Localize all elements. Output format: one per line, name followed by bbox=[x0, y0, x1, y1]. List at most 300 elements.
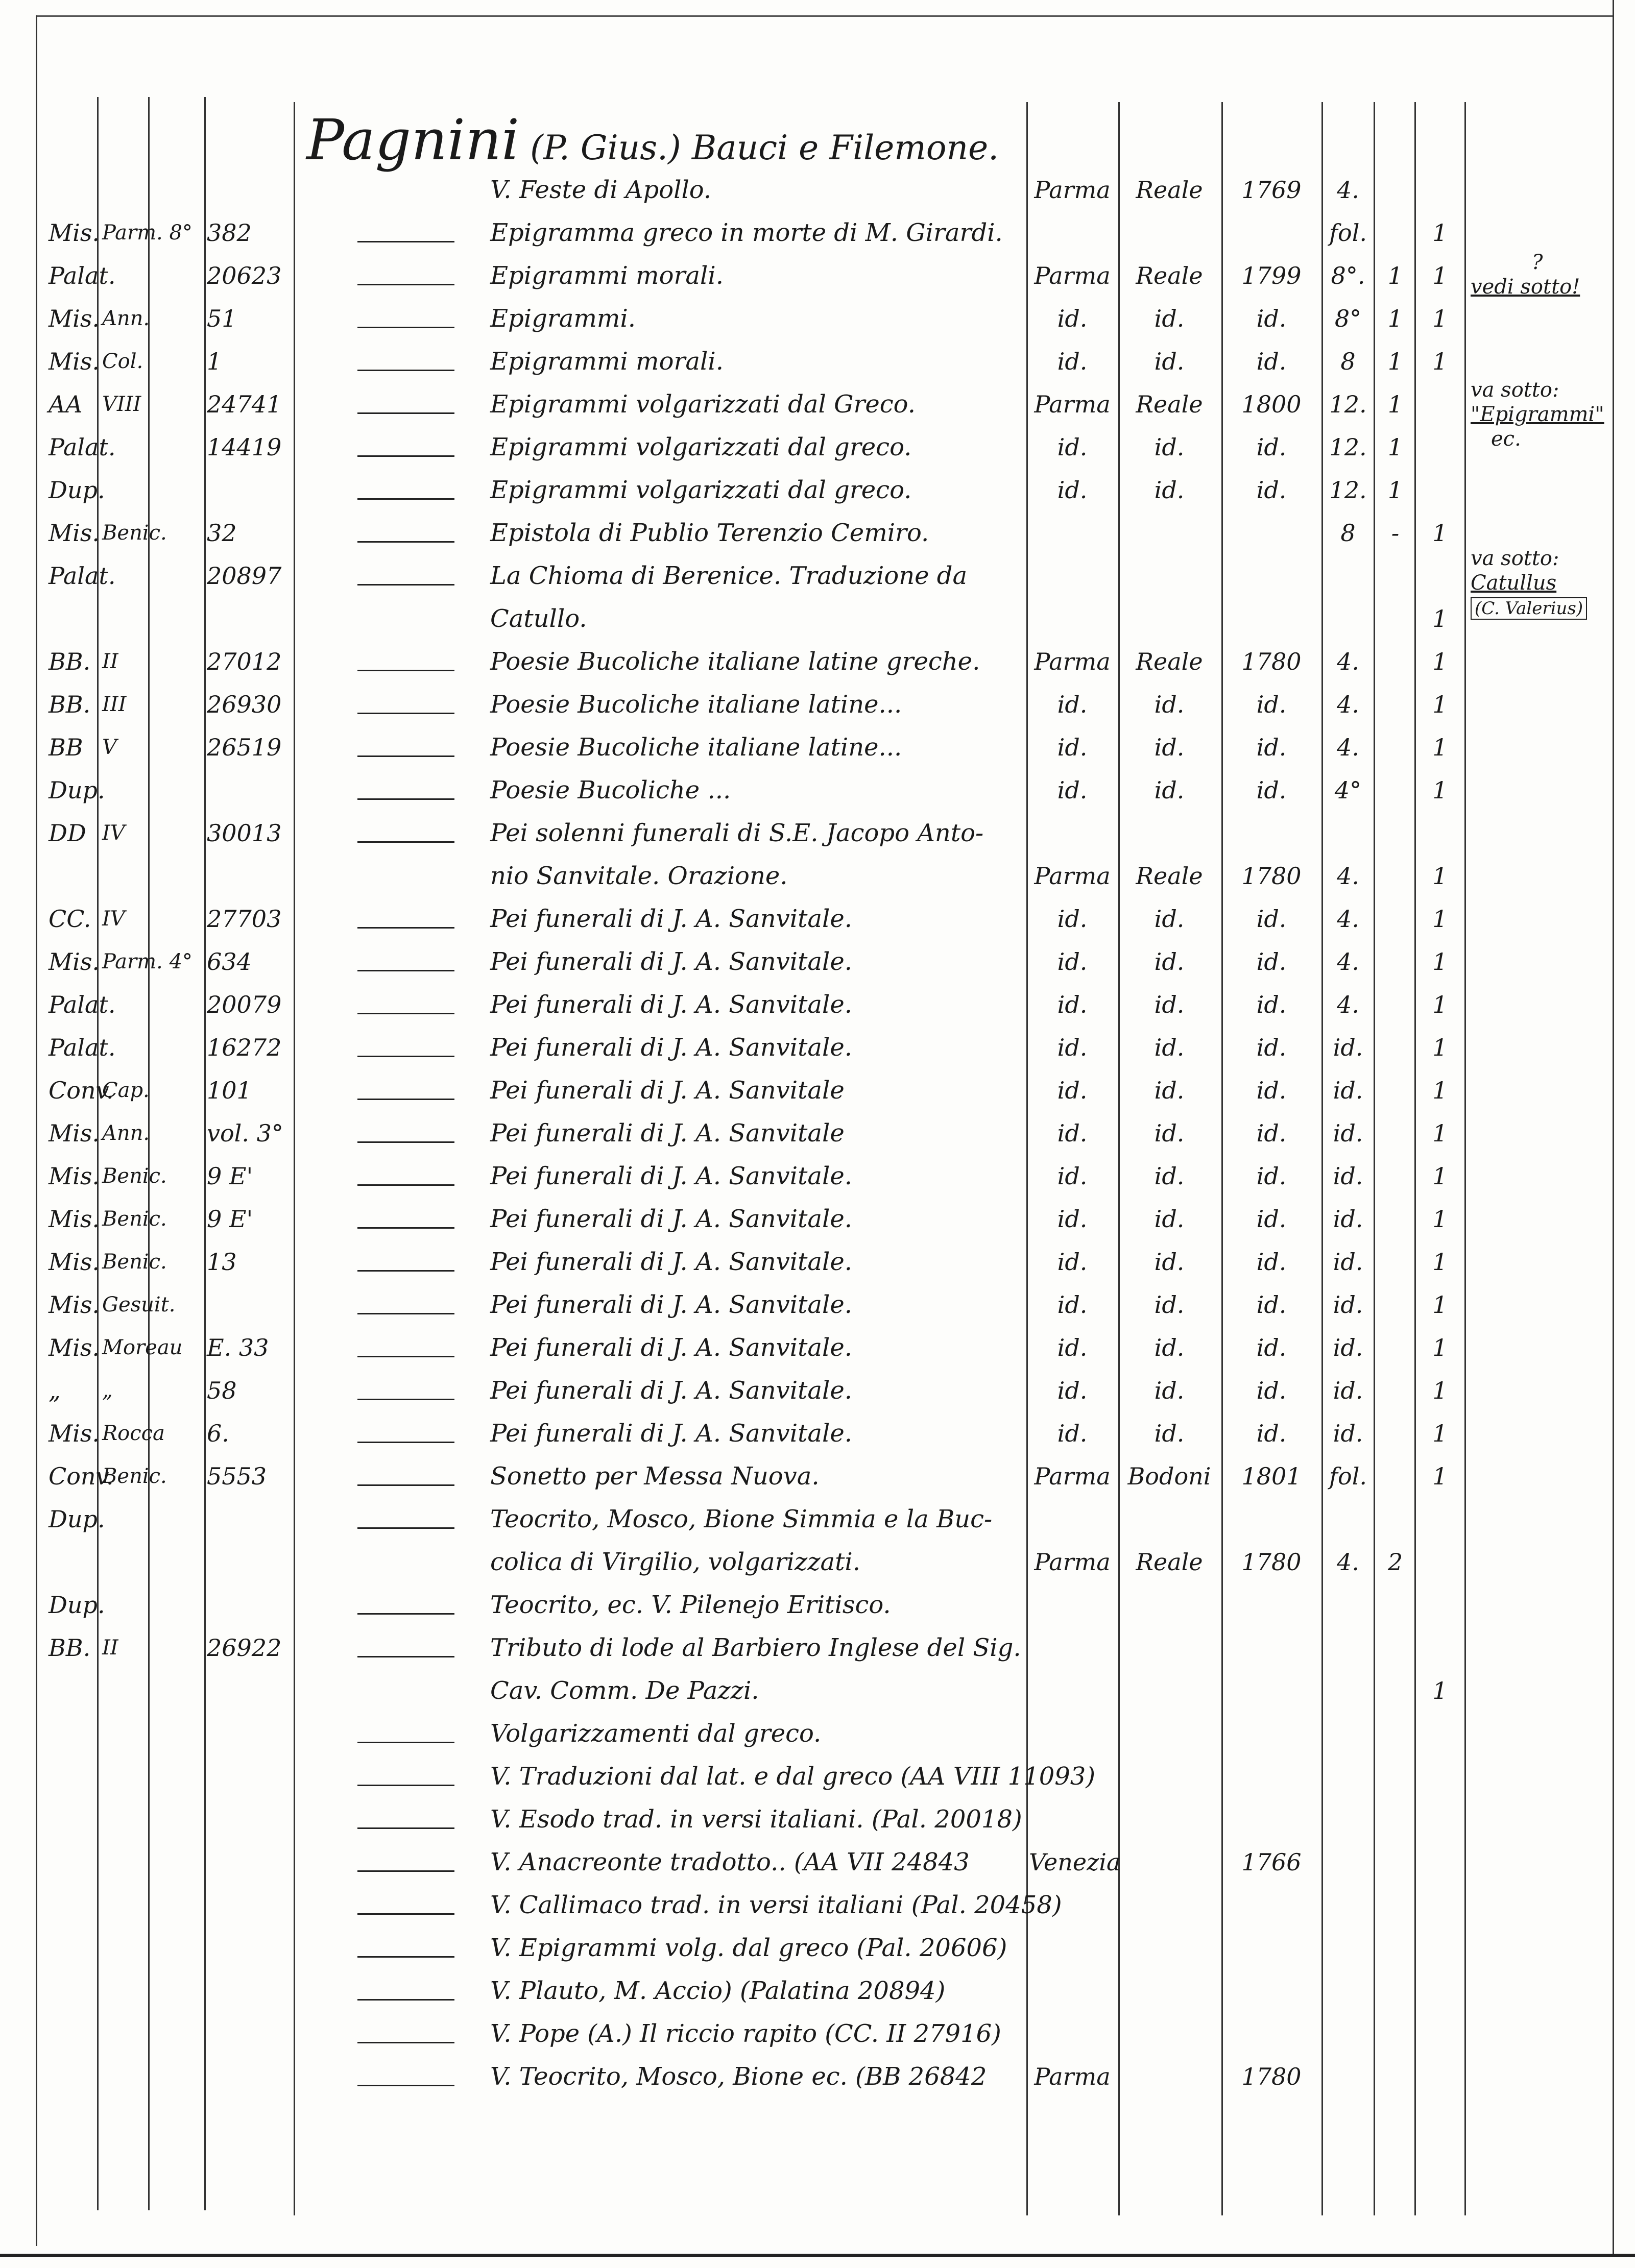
ditto-dash bbox=[357, 1656, 454, 1657]
shelf-series: Col. bbox=[102, 350, 143, 373]
format: 4. bbox=[1337, 648, 1359, 675]
ledger-row bbox=[0, 511, 1635, 554]
printer: id. bbox=[1154, 476, 1185, 504]
entry-title: V. Esodo trad. in versi italiani. (Pal. 20018) bbox=[490, 1805, 1022, 1834]
format: 8°. bbox=[1331, 262, 1365, 289]
ledger-row bbox=[0, 769, 1635, 812]
ditto-dash bbox=[357, 1356, 454, 1357]
year: 1780 bbox=[1241, 2063, 1302, 2090]
shelf-mark: Palat. bbox=[49, 562, 116, 590]
printer: id. bbox=[1154, 1077, 1185, 1104]
ledger-row bbox=[0, 812, 1635, 855]
format: 4. bbox=[1337, 691, 1359, 718]
ditto-dash bbox=[357, 2085, 454, 2086]
copy-count: 1 bbox=[1432, 1034, 1448, 1061]
shelf-series: II bbox=[102, 1636, 118, 1660]
margin-note-text: va sotto: bbox=[1471, 378, 1559, 402]
year: id. bbox=[1256, 1205, 1287, 1233]
year: id. bbox=[1256, 476, 1287, 504]
format: 4° bbox=[1334, 776, 1362, 804]
entry-title: Cav. Comm. De Pazzi. bbox=[490, 1676, 759, 1705]
place-of-publication: Parma bbox=[1034, 648, 1111, 675]
entry-title: V. Feste di Apollo. bbox=[490, 176, 712, 204]
copy-count: 1 bbox=[1432, 991, 1448, 1018]
format: id. bbox=[1333, 1334, 1363, 1361]
ditto-dash bbox=[357, 455, 454, 457]
printer: id. bbox=[1154, 305, 1185, 332]
ditto-dash bbox=[357, 1141, 454, 1143]
shelf-mark: BB bbox=[49, 734, 83, 761]
ledger-row bbox=[0, 897, 1635, 940]
year: 1780 bbox=[1241, 648, 1302, 675]
year: id. bbox=[1256, 1034, 1287, 1061]
format: 4. bbox=[1337, 862, 1359, 890]
copy-count: 1 bbox=[1432, 519, 1448, 547]
copy-count: 1 bbox=[1432, 1377, 1448, 1404]
copy-count: 1 bbox=[1432, 1077, 1448, 1104]
shelf-series: Rocca bbox=[102, 1422, 165, 1445]
ledger-row bbox=[0, 1240, 1635, 1283]
shelf-mark: AA bbox=[49, 391, 83, 418]
ledger-row bbox=[0, 1755, 1635, 1798]
place-of-publication: Parma bbox=[1034, 1548, 1111, 1576]
heading-surname: Pagnini bbox=[306, 107, 520, 173]
ditto-dash bbox=[357, 670, 454, 671]
shelf-mark: Conv. bbox=[49, 1077, 114, 1104]
shelf-mark: Mis. bbox=[49, 348, 100, 375]
copy-count: 1 bbox=[1432, 1420, 1448, 1447]
shelf-mark: Mis. bbox=[49, 1119, 100, 1147]
shelf-mark: BB. bbox=[49, 648, 91, 675]
ditto-dash bbox=[357, 1484, 454, 1486]
entry-title: Poesie Bucoliche italiane latine... bbox=[490, 733, 902, 762]
ditto-dash bbox=[357, 327, 454, 328]
ditto-dash bbox=[357, 1184, 454, 1186]
ledger-row bbox=[0, 1583, 1635, 1626]
ditto-dash bbox=[357, 1013, 454, 1014]
entry-title: V. Traduzioni dal lat. e dal greco (AA VIII 11093) bbox=[490, 1762, 1096, 1791]
format: 4. bbox=[1337, 176, 1359, 204]
ditto-dash bbox=[357, 755, 454, 757]
place-of-publication: Parma bbox=[1034, 2063, 1111, 2090]
format: id. bbox=[1333, 1377, 1363, 1404]
format: 4. bbox=[1337, 1548, 1359, 1576]
ledger-row bbox=[0, 168, 1635, 211]
ledger-row bbox=[0, 340, 1635, 383]
printer: id. bbox=[1154, 433, 1185, 461]
shelf-series: IV bbox=[102, 907, 125, 931]
ledger-row bbox=[0, 469, 1635, 511]
ledger-row bbox=[0, 1841, 1635, 1884]
format: 12. bbox=[1329, 476, 1367, 504]
format: id. bbox=[1333, 1248, 1363, 1276]
entry-title: Catullo. bbox=[490, 604, 587, 633]
shelf-series: Gesuit. bbox=[102, 1293, 176, 1316]
entry-title: Volgarizzamenti dal greco. bbox=[490, 1719, 822, 1748]
ditto-dash bbox=[357, 713, 454, 714]
year: 1769 bbox=[1241, 176, 1302, 204]
copy-count: 1 bbox=[1432, 648, 1448, 675]
volume-count: 1 bbox=[1387, 305, 1403, 332]
year: 1780 bbox=[1241, 862, 1302, 890]
year: id. bbox=[1256, 948, 1287, 976]
entry-title: Pei funerali di J. A. Sanvitale. bbox=[490, 1205, 853, 1233]
place-of-publication: id. bbox=[1057, 991, 1088, 1018]
format: id. bbox=[1333, 1077, 1363, 1104]
format: 4. bbox=[1337, 734, 1359, 761]
entry-title: Epigrammi morali. bbox=[490, 261, 724, 290]
copy-count: 1 bbox=[1432, 691, 1448, 718]
place-of-publication: id. bbox=[1057, 1291, 1088, 1319]
shelf-mark: Mis. bbox=[49, 219, 100, 247]
ditto-dash bbox=[357, 1056, 454, 1057]
shelf-number: 16272 bbox=[207, 1034, 282, 1061]
printer: Reale bbox=[1136, 1548, 1203, 1576]
entry-title: Pei funerali di J. A. Sanvitale. bbox=[490, 1162, 853, 1190]
place-of-publication: id. bbox=[1057, 476, 1088, 504]
copy-count: 1 bbox=[1432, 776, 1448, 804]
printer: id. bbox=[1154, 905, 1185, 933]
shelf-series: II bbox=[102, 650, 118, 673]
ditto-dash bbox=[357, 798, 454, 800]
shelf-mark: Palat. bbox=[49, 433, 116, 461]
printer: id. bbox=[1154, 1291, 1185, 1319]
shelf-mark: Mis. bbox=[49, 1162, 100, 1190]
year: id. bbox=[1256, 1077, 1287, 1104]
shelf-mark: Palat. bbox=[49, 262, 116, 289]
year: id. bbox=[1256, 1334, 1287, 1361]
format: id. bbox=[1333, 1291, 1363, 1319]
ditto-dash bbox=[357, 2042, 454, 2043]
shelf-mark: Palat. bbox=[49, 991, 116, 1018]
ledger-row bbox=[0, 726, 1635, 769]
copy-count: 1 bbox=[1432, 1119, 1448, 1147]
place-of-publication: Parma bbox=[1034, 391, 1111, 418]
place-of-publication: id. bbox=[1057, 433, 1088, 461]
entry-title: Epigrammi. bbox=[490, 304, 636, 333]
place-of-publication: id. bbox=[1057, 348, 1088, 375]
copy-count: 1 bbox=[1432, 905, 1448, 933]
entry-title: Poesie Bucoliche italiane latine greche. bbox=[490, 647, 980, 676]
format: 8 bbox=[1340, 519, 1356, 547]
shelf-number: 1 bbox=[207, 348, 222, 375]
copy-count: 1 bbox=[1432, 1462, 1448, 1490]
shelf-series: Ann. bbox=[102, 307, 150, 330]
printer: id. bbox=[1154, 1377, 1185, 1404]
ditto-dash bbox=[357, 1313, 454, 1314]
entry-title: V. Plauto, M. Accio) (Palatina 20894) bbox=[490, 1977, 946, 2005]
entry-title: Pei funerali di J. A. Sanvitale. bbox=[490, 1033, 853, 1062]
printer: id. bbox=[1154, 1034, 1185, 1061]
year: id. bbox=[1256, 1119, 1287, 1147]
entry-title: colica di Virgilio, volgarizzati. bbox=[490, 1548, 860, 1576]
format: 4. bbox=[1337, 905, 1359, 933]
place-of-publication: id. bbox=[1057, 776, 1088, 804]
year: id. bbox=[1256, 348, 1287, 375]
place-of-publication: id. bbox=[1057, 305, 1088, 332]
printer: id. bbox=[1154, 734, 1185, 761]
entry-title: Epigrammi volgarizzati dal greco. bbox=[490, 433, 912, 461]
ledger-row bbox=[0, 1626, 1635, 1669]
year: 1799 bbox=[1241, 262, 1302, 289]
shelf-number: 26519 bbox=[207, 734, 282, 761]
place-of-publication: id. bbox=[1057, 1248, 1088, 1276]
volume-count: 1 bbox=[1387, 391, 1403, 418]
ledger-row bbox=[0, 1155, 1635, 1198]
shelf-mark: „ bbox=[49, 1377, 61, 1404]
shelf-series: Parm. 4° bbox=[102, 950, 193, 973]
copy-count: 1 bbox=[1432, 1291, 1448, 1319]
place-of-publication: id. bbox=[1057, 1119, 1088, 1147]
entry-heading bbox=[306, 107, 1021, 173]
shelf-number: 24741 bbox=[207, 391, 282, 418]
printer: Reale bbox=[1136, 862, 1203, 890]
ditto-dash bbox=[357, 1870, 454, 1872]
ledger-row bbox=[0, 1455, 1635, 1498]
year: id. bbox=[1256, 433, 1287, 461]
year: 1800 bbox=[1241, 391, 1302, 418]
ledger-row bbox=[0, 1326, 1635, 1369]
printer: Reale bbox=[1136, 391, 1203, 418]
ledger-row bbox=[0, 1069, 1635, 1112]
copy-count: 1 bbox=[1432, 1205, 1448, 1233]
printer: id. bbox=[1154, 1205, 1185, 1233]
shelf-number: 27703 bbox=[207, 905, 282, 933]
copy-count: 1 bbox=[1432, 1677, 1448, 1704]
ditto-dash bbox=[357, 1099, 454, 1100]
place-of-publication: Parma bbox=[1034, 262, 1111, 289]
shelf-number: 14419 bbox=[207, 433, 282, 461]
shelf-number: 634 bbox=[207, 948, 252, 976]
ditto-dash bbox=[357, 1527, 454, 1529]
year: id. bbox=[1256, 1162, 1287, 1190]
printer: id. bbox=[1154, 1162, 1185, 1190]
shelf-mark: Dup. bbox=[49, 776, 105, 804]
ditto-dash bbox=[357, 1999, 454, 2001]
volume-count: - bbox=[1391, 519, 1400, 547]
margin-note-ref: "Epigrammi" bbox=[1471, 403, 1604, 426]
place-of-publication: Venezia bbox=[1029, 1848, 1121, 1876]
format: id. bbox=[1333, 1162, 1363, 1190]
format: 8° bbox=[1334, 305, 1362, 332]
shelf-number: 9 E' bbox=[207, 1162, 253, 1190]
format: 8 bbox=[1340, 348, 1356, 375]
shelf-mark: Dup. bbox=[49, 476, 105, 504]
shelf-mark: Mis. bbox=[49, 1420, 100, 1447]
copy-count: 1 bbox=[1432, 219, 1448, 247]
shelf-number: 20623 bbox=[207, 262, 282, 289]
copy-count: 1 bbox=[1432, 1248, 1448, 1276]
entry-title: La Chioma di Berenice. Traduzione da bbox=[490, 562, 968, 590]
ditto-dash bbox=[357, 1227, 454, 1229]
shelf-mark: Mis. bbox=[49, 1205, 100, 1233]
printer: id. bbox=[1154, 948, 1185, 976]
ditto-dash bbox=[357, 1442, 454, 1443]
year: 1766 bbox=[1241, 1848, 1302, 1876]
format: id. bbox=[1333, 1119, 1363, 1147]
margin-note-box bbox=[1471, 595, 1608, 621]
ditto-dash bbox=[357, 1613, 454, 1615]
shelf-number: 26930 bbox=[207, 691, 282, 718]
ditto-dash bbox=[357, 1270, 454, 1272]
shelf-mark: Mis. bbox=[49, 948, 100, 976]
ledger-row bbox=[0, 597, 1635, 640]
shelf-mark: Dup. bbox=[49, 1591, 105, 1619]
year: id. bbox=[1256, 305, 1287, 332]
volume-count: 2 bbox=[1387, 1548, 1403, 1576]
entry-title: Pei funerali di J. A. Sanvitale. bbox=[490, 990, 853, 1019]
shelf-mark: Mis. bbox=[49, 1291, 100, 1319]
shelf-mark: Mis. bbox=[49, 1334, 100, 1361]
ledger-row bbox=[0, 1026, 1635, 1069]
printer: id. bbox=[1154, 1420, 1185, 1447]
year: id. bbox=[1256, 1291, 1287, 1319]
printer: Reale bbox=[1136, 262, 1203, 289]
place-of-publication: id. bbox=[1057, 948, 1088, 976]
shelf-mark: Mis. bbox=[49, 305, 100, 332]
entry-title: Pei funerali di J. A. Sanvitale. bbox=[490, 947, 853, 976]
ditto-dash bbox=[357, 1827, 454, 1829]
ditto-dash bbox=[357, 1399, 454, 1400]
shelf-number: 32 bbox=[207, 519, 237, 547]
copy-count: 1 bbox=[1432, 605, 1448, 632]
volume-count: 1 bbox=[1387, 433, 1403, 461]
shelf-number: 5553 bbox=[207, 1462, 267, 1490]
entry-title: Sonetto per Messa Nuova. bbox=[490, 1462, 820, 1491]
copy-count: 1 bbox=[1432, 862, 1448, 890]
shelf-mark: BB. bbox=[49, 691, 91, 718]
place-of-publication: id. bbox=[1057, 1077, 1088, 1104]
printer: id. bbox=[1154, 991, 1185, 1018]
entry-title: Pei solenni funerali di S.E. Jacopo Anto- bbox=[490, 819, 984, 847]
ledger-row bbox=[0, 2012, 1635, 2055]
ledger-row bbox=[0, 1969, 1635, 2012]
ledger-row bbox=[0, 1669, 1635, 1712]
entry-title: Pei funerali di J. A. Sanvitale. bbox=[490, 1290, 853, 1319]
printer: id. bbox=[1154, 1248, 1185, 1276]
year: id. bbox=[1256, 1248, 1287, 1276]
ledger-row bbox=[0, 1112, 1635, 1155]
format: 4. bbox=[1337, 991, 1359, 1018]
entry-title: Epigrammi volgarizzati dal Greco. bbox=[490, 390, 916, 419]
ditto-dash bbox=[357, 1913, 454, 1915]
ledger-row bbox=[0, 1498, 1635, 1541]
printer: Reale bbox=[1136, 648, 1203, 675]
ditto-dash bbox=[357, 841, 454, 843]
entry-title: Poesie Bucoliche italiane latine... bbox=[490, 690, 902, 719]
shelf-series: V bbox=[102, 736, 117, 759]
shelf-number: 9 E' bbox=[207, 1205, 253, 1233]
copy-count: 1 bbox=[1432, 348, 1448, 375]
entry-title: V. Epigrammi volg. dal greco (Pal. 20606) bbox=[490, 1934, 1007, 1962]
printer: id. bbox=[1154, 691, 1185, 718]
entry-title: V. Anacreonte tradotto.. (AA VII 24843 bbox=[490, 1848, 970, 1876]
shelf-series: „ bbox=[102, 1379, 113, 1402]
entry-title: Pei funerali di J. A. Sanvitale. bbox=[490, 1333, 853, 1362]
shelf-series: Benic. bbox=[102, 1207, 167, 1231]
entry-title: Teocrito, ec. V. Pilenejo Eritisco. bbox=[490, 1591, 891, 1619]
ledger-row bbox=[0, 383, 1635, 426]
shelf-mark: Mis. bbox=[49, 519, 100, 547]
printer: id. bbox=[1154, 348, 1185, 375]
shelf-mark: BB. bbox=[49, 1634, 91, 1662]
ledger-row bbox=[0, 640, 1635, 683]
copy-count: 1 bbox=[1432, 262, 1448, 289]
format: id. bbox=[1333, 1205, 1363, 1233]
shelf-series: VIII bbox=[102, 393, 141, 416]
place-of-publication: Parma bbox=[1034, 862, 1111, 890]
ledger-row bbox=[0, 1412, 1635, 1455]
entry-title: Pei funerali di J. A. Sanvitale bbox=[490, 1119, 845, 1148]
shelf-number: 13 bbox=[207, 1248, 237, 1276]
margin-note-text: vedi sotto! bbox=[1471, 275, 1580, 299]
format: fol. bbox=[1329, 219, 1367, 247]
shelf-mark: Dup. bbox=[49, 1505, 105, 1533]
shelf-series: Benic. bbox=[102, 1465, 167, 1488]
page-border-bottom bbox=[0, 2254, 1635, 2257]
place-of-publication: id. bbox=[1057, 734, 1088, 761]
printer: id. bbox=[1154, 1334, 1185, 1361]
entry-title: Epistola di Publio Terenzio Cemiro. bbox=[490, 519, 929, 547]
ledger-row bbox=[0, 1884, 1635, 1926]
place-of-publication: id. bbox=[1057, 1162, 1088, 1190]
shelf-number: 58 bbox=[207, 1377, 237, 1404]
year: 1780 bbox=[1241, 1548, 1302, 1576]
entry-title: Pei funerali di J. A. Sanvitale. bbox=[490, 1419, 853, 1448]
heading-rest: (P. Gius.) Bauci e Filemone. bbox=[530, 128, 999, 167]
ledger-row bbox=[0, 1283, 1635, 1326]
place-of-publication: Parma bbox=[1034, 1462, 1111, 1490]
ledger-row bbox=[0, 426, 1635, 469]
ledger-row bbox=[0, 1369, 1635, 1412]
ditto-dash bbox=[357, 584, 454, 586]
shelf-mark: DD bbox=[49, 819, 86, 847]
ditto-dash bbox=[357, 370, 454, 371]
format: fol. bbox=[1329, 1462, 1367, 1490]
entry-title: Epigrammi morali. bbox=[490, 347, 724, 376]
entry-title: Teocrito, Mosco, Bione Simmia e la Buc- bbox=[490, 1505, 993, 1533]
format: 12. bbox=[1329, 391, 1367, 418]
shelf-series: Benic. bbox=[102, 1164, 167, 1188]
printer: Reale bbox=[1136, 176, 1203, 204]
ledger-row bbox=[0, 940, 1635, 983]
format: 4. bbox=[1337, 948, 1359, 976]
shelf-number: 382 bbox=[207, 219, 252, 247]
ledger-row bbox=[0, 683, 1635, 726]
shelf-mark: CC. bbox=[49, 905, 91, 933]
place-of-publication: id. bbox=[1057, 1334, 1088, 1361]
entry-title: Pei funerali di J. A. Sanvitale. bbox=[490, 1248, 853, 1276]
margin-note-3 bbox=[1471, 546, 1608, 621]
volume-count: 1 bbox=[1387, 476, 1403, 504]
shelf-number: E. 33 bbox=[207, 1334, 269, 1361]
entry-title: nio Sanvitale. Orazione. bbox=[490, 862, 788, 890]
copy-count: 1 bbox=[1432, 948, 1448, 976]
ledger-row bbox=[0, 211, 1635, 254]
shelf-number: 30013 bbox=[207, 819, 282, 847]
shelf-series: Cap. bbox=[102, 1079, 150, 1102]
shelf-series: Moreau bbox=[102, 1336, 183, 1359]
page-border-top bbox=[36, 15, 1614, 17]
shelf-number: 26922 bbox=[207, 1634, 282, 1662]
margin-note-boxed-text: (C. Valerius) bbox=[1471, 597, 1587, 620]
year: id. bbox=[1256, 905, 1287, 933]
shelf-number: 6. bbox=[207, 1420, 229, 1447]
place-of-publication: id. bbox=[1057, 1420, 1088, 1447]
shelf-mark: Palat. bbox=[49, 1034, 116, 1061]
printer: id. bbox=[1154, 776, 1185, 804]
ditto-dash bbox=[357, 1956, 454, 1958]
